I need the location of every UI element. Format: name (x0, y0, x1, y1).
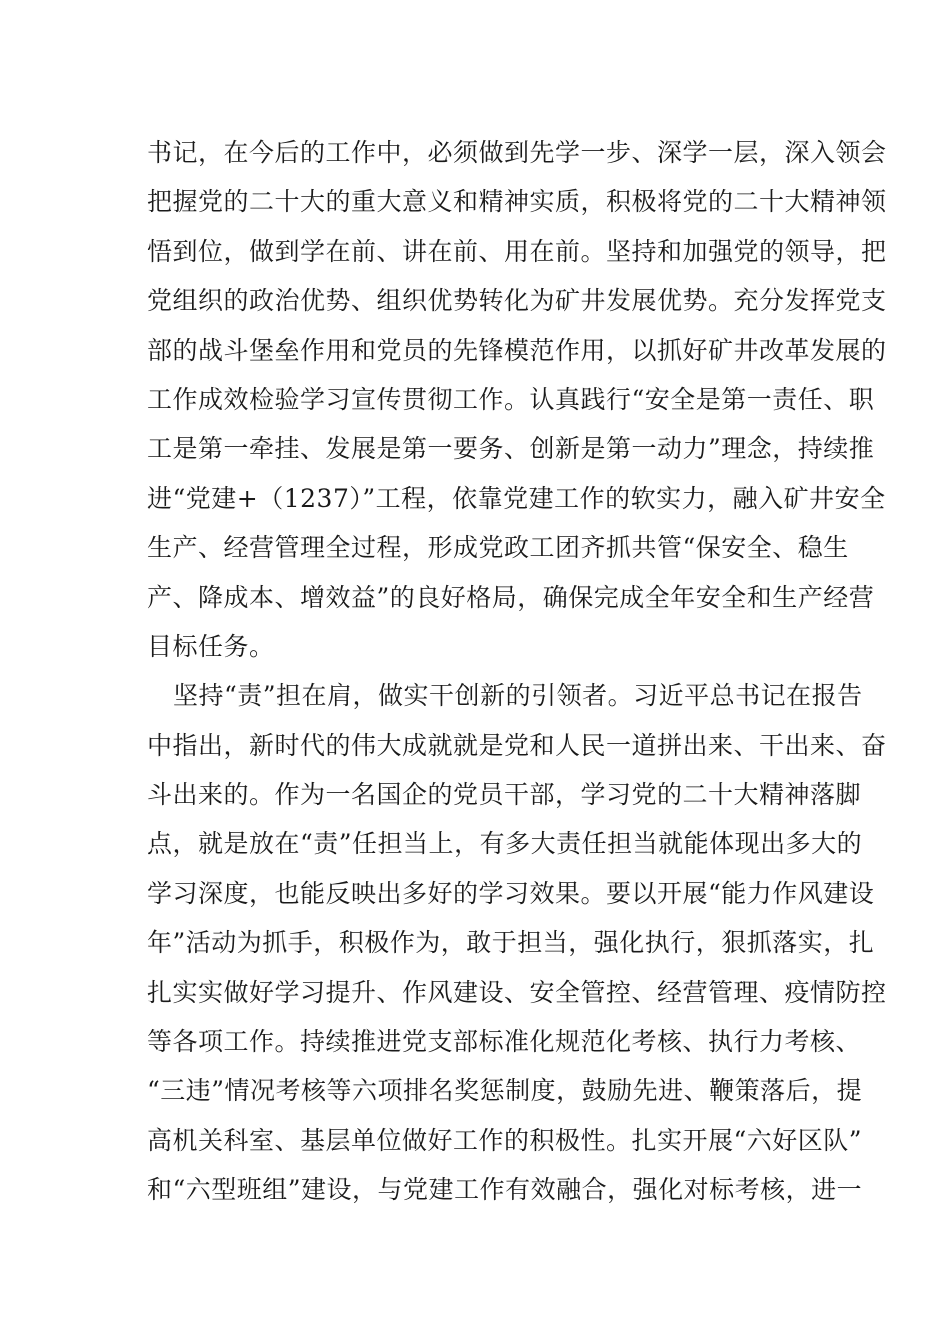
text-line: 坚持“责”担在肩，做实干创新的引领者。习近平总书记在报告 (173, 681, 863, 711)
text-line: 部的战斗堡垒作用和党员的先锋模范作用，以抓好矿井改革发展的 (147, 335, 887, 365)
text-line: 工是第一牵挂、发展是第一要务、创新是第一动力”理念，持续推 (147, 434, 875, 464)
paragraph-2 (147, 671, 887, 1214)
text-line: 悟到位，做到学在前、讲在前、用在前。坚持和加强党的领导，把 (147, 236, 887, 266)
text-line: 点，就是放在“责”任担当上，有多大责任担当就能体现出多大的 (147, 829, 863, 859)
text-line: 书记，在今后的工作中，必须做到先学一步、深学一层，深入领会 (147, 138, 887, 167)
text-line: 中指出，新时代的伟大成就就是党和人民一道拼出来、干出来、奋 (147, 730, 887, 760)
document-body (147, 128, 887, 1215)
text-line: 产、降成本、增效益”的良好格局，确保完成全年安全和生产经营 (147, 582, 875, 612)
text-line: 扎实实做好学习提升、作风建设、安全管控、经营管理、疫情防控 (147, 977, 887, 1007)
text-line: 进“党建+（1237）”工程，依靠党建工作的软实力，融入矿井安全 (147, 483, 886, 513)
paragraph-1 (147, 128, 887, 671)
text-line: 党组织的政治优势、组织优势转化为矿井发展优势。充分发挥党支 (147, 286, 887, 316)
text-line: 斗出来的。作为一名国企的党员干部，学习党的二十大精神落脚 (147, 780, 862, 810)
text-line: 生产、经营管理全过程，形成党政工团齐抓共管“保安全、稳生 (147, 533, 849, 563)
text-line: 等各项工作。持续推进党支部标准化规范化考核、执行力考核、 (147, 1027, 862, 1057)
text-line: 目标任务。 (147, 631, 275, 661)
text-line: “三违”情况考核等六项排名奖惩制度，鼓励先进、鞭策落后，提 (147, 1076, 863, 1106)
text-line: 学习深度，也能反映出多好的学习效果。要以开展“能力作风建设 (147, 878, 875, 908)
text-line: 和“六型班组”建设，与党建工作有效融合，强化对标考核，进一 (147, 1175, 863, 1205)
text-line: 把握党的二十大的重大意义和精神实质，积极将党的二十大精神领 (147, 187, 887, 217)
text-line: 高机关科室、基层单位做好工作的积极性。扎实开展“六好区队” (147, 1125, 863, 1155)
text-line: 年”活动为抓手，积极作为，敢于担当，强化执行，狠抓落实，扎 (147, 928, 875, 958)
text-line: 工作成效检验学习宣传贯彻工作。认真践行“安全是第一责任、职 (147, 384, 875, 414)
